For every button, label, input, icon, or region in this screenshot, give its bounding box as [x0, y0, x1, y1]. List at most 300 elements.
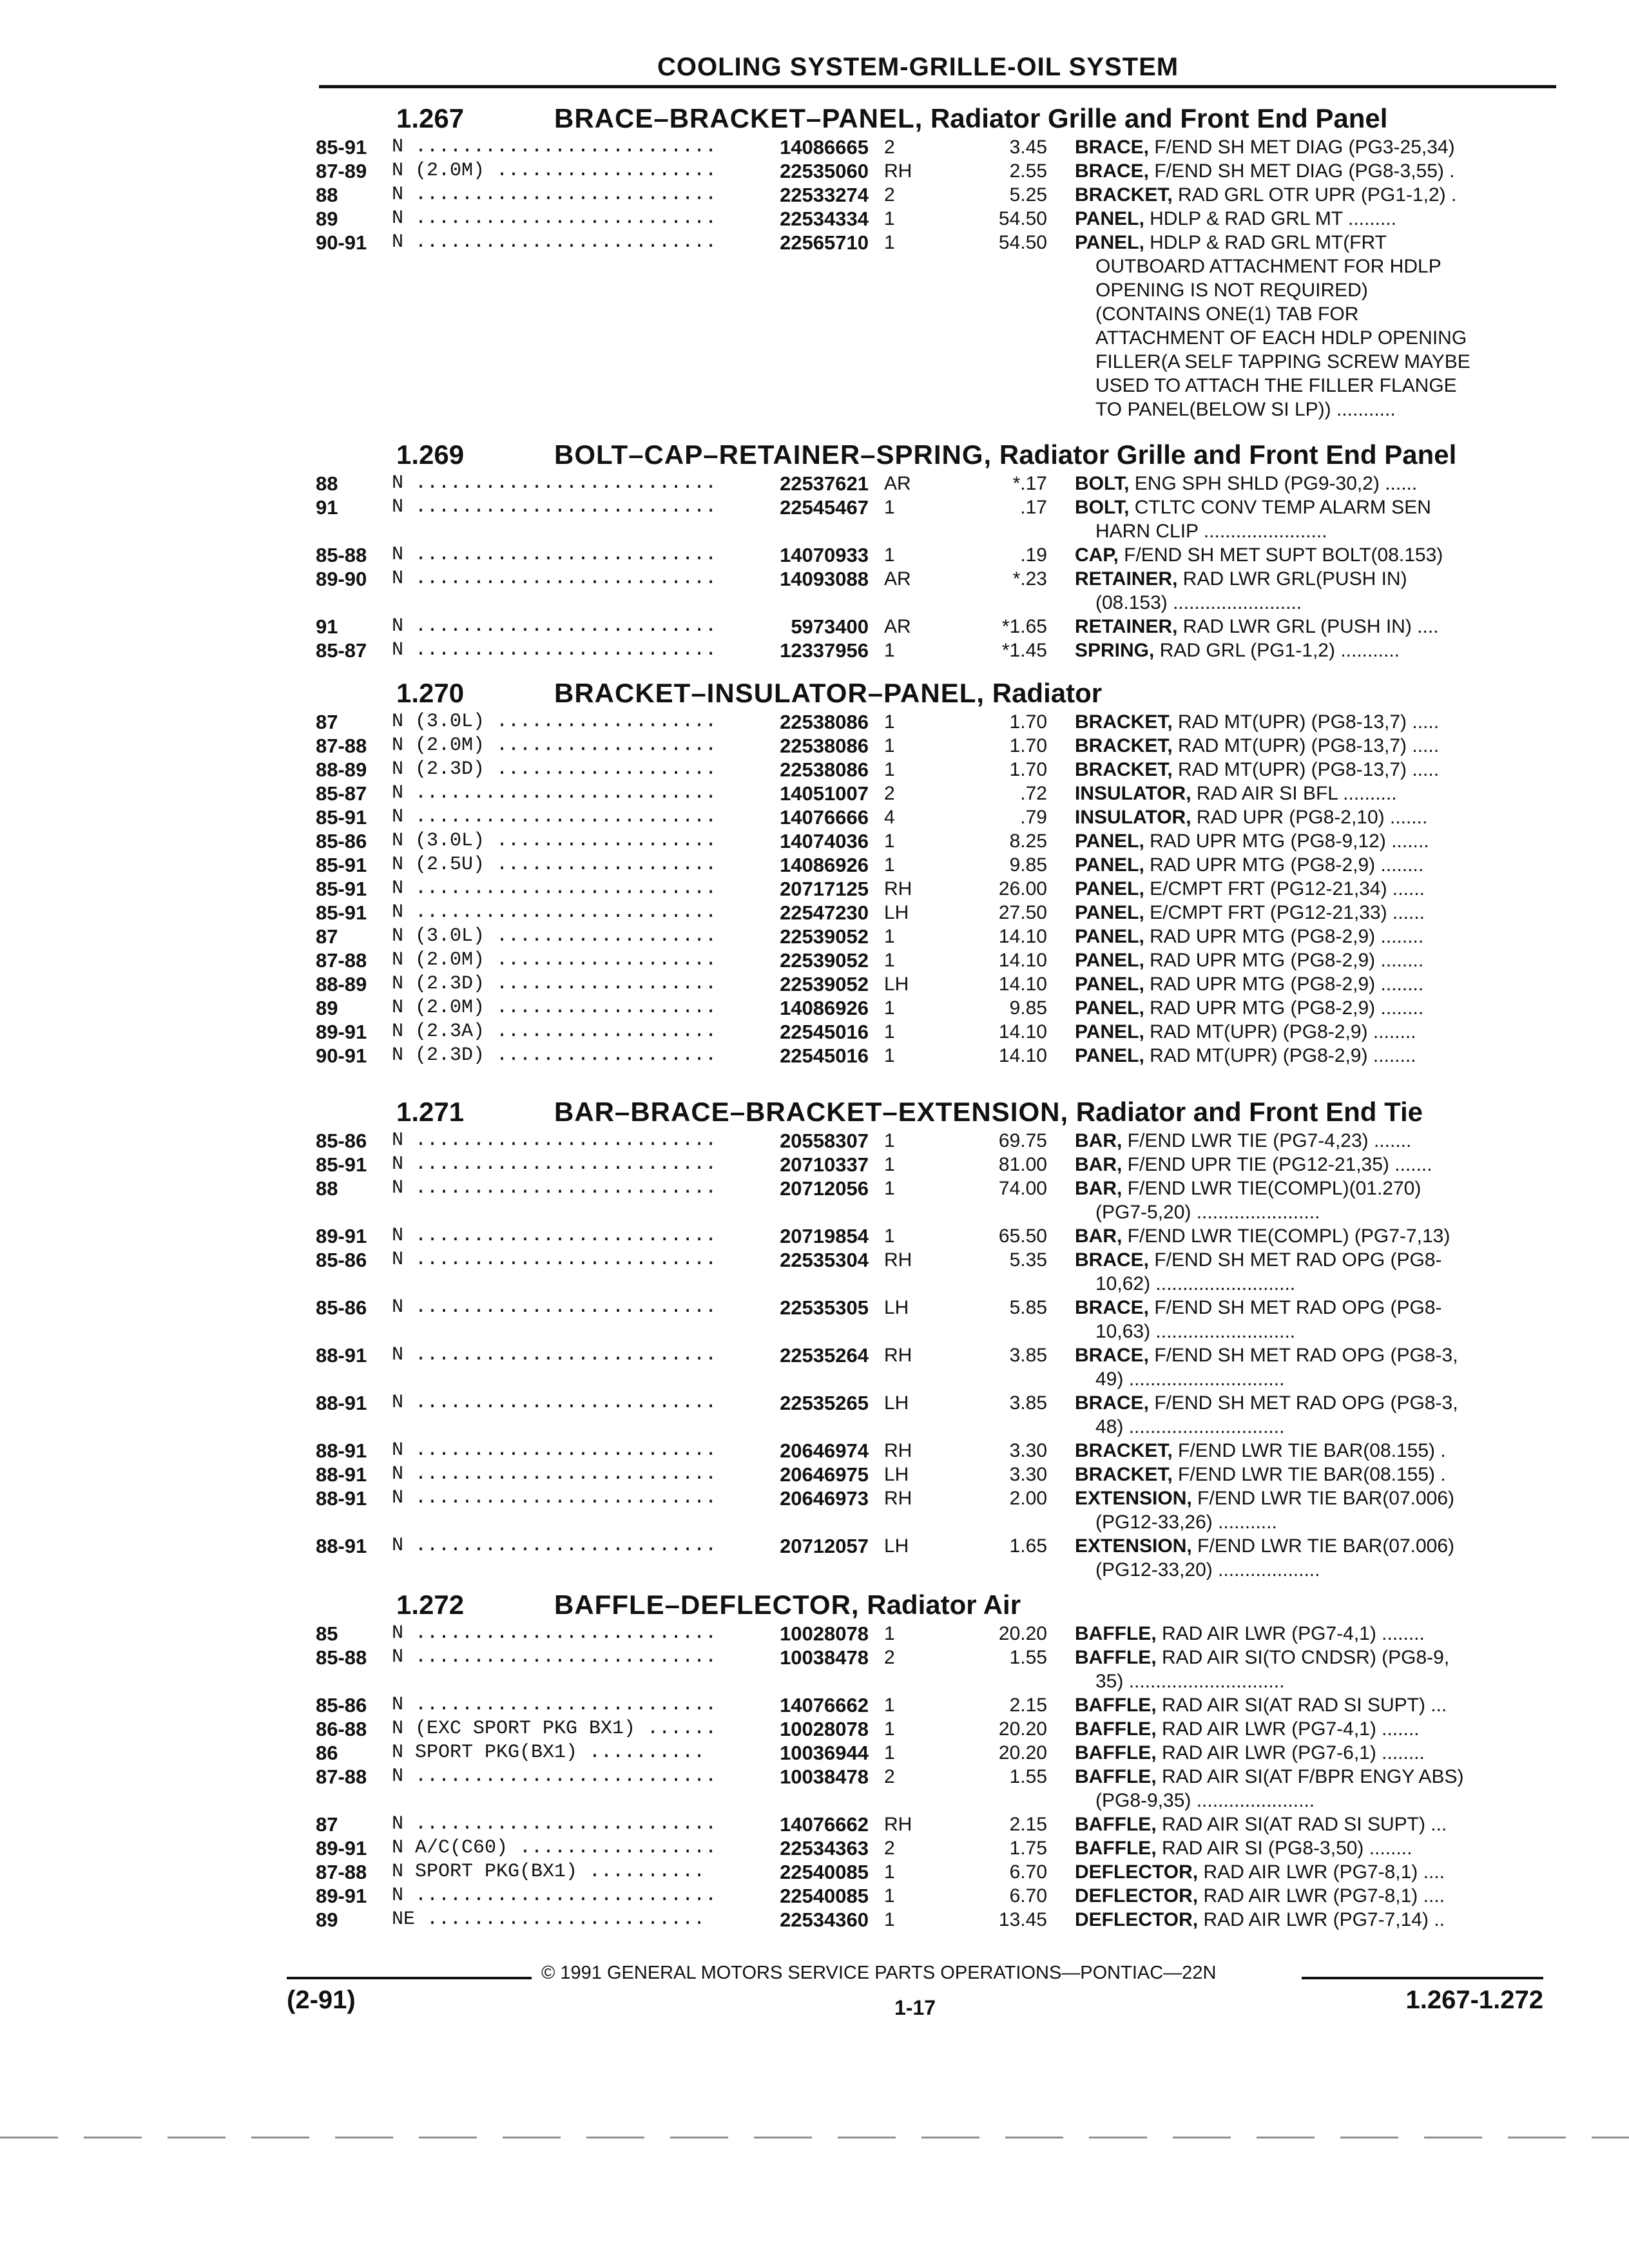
section-title-rest: Radiator Grille and Front End Panel — [992, 439, 1457, 470]
scan-artifact-line — [0, 2137, 1629, 2138]
description-text: F/END SH MET RAD OPG (PG8-3, — [1149, 1345, 1458, 1366]
price: .17 — [1020, 497, 1047, 518]
model-years: 88 — [316, 184, 338, 206]
quantity: 2 — [884, 184, 895, 206]
part-number: 20646975 — [780, 1463, 869, 1486]
part-number: 22538086 — [780, 711, 869, 733]
application: N (2.3A) ................... — [392, 1021, 717, 1043]
price: 8.25 — [1009, 831, 1047, 852]
description-noun: BAFFLE, — [1075, 1742, 1157, 1763]
application: N .......................... — [392, 136, 717, 158]
part-number: 22545016 — [780, 1021, 869, 1043]
quantity: 1 — [884, 1861, 895, 1883]
continuation-text: TO PANEL(BELOW SI LP)) ........... — [1095, 399, 1396, 420]
part-number: 14076662 — [780, 1694, 869, 1716]
description — [1075, 829, 1552, 853]
quantity: 2 — [884, 1838, 895, 1859]
model-years: 89-91 — [316, 1225, 367, 1247]
description-noun: PANEL, — [1075, 232, 1144, 253]
description-noun: PANEL, — [1075, 831, 1144, 852]
quantity: LH — [884, 1535, 909, 1557]
price: 5.85 — [1009, 1297, 1047, 1318]
quantity: RH — [884, 1345, 912, 1366]
application: N .......................... — [392, 1535, 717, 1557]
description-text: HDLP & RAD GRL MT ......... — [1144, 208, 1396, 229]
application: N .......................... — [392, 1646, 717, 1668]
model-years: 85 — [316, 1622, 338, 1645]
description-noun: RETAINER, — [1075, 616, 1178, 637]
description — [1075, 639, 1552, 662]
section-title-caps: BAFFLE–DEFLECTOR, — [554, 1590, 860, 1620]
part-row — [0, 1044, 1629, 1068]
model-years: 85-88 — [316, 1646, 367, 1669]
description-continuation — [0, 591, 1629, 615]
application: N .......................... — [392, 1296, 717, 1318]
section-number: 1.272 — [396, 1590, 465, 1620]
quantity: 1 — [884, 1021, 895, 1043]
quantity: RH — [884, 878, 912, 899]
application: N .......................... — [392, 544, 717, 566]
part-row — [0, 901, 1629, 925]
description-continuation — [0, 398, 1629, 421]
part-number: 22535264 — [780, 1344, 869, 1367]
parts-section — [0, 670, 1629, 1068]
description-noun: BRACKET, — [1075, 184, 1173, 206]
model-years: 85-86 — [316, 830, 367, 852]
part-number: 20712056 — [780, 1177, 869, 1200]
description-continuation — [0, 374, 1629, 398]
description-continuation — [0, 278, 1629, 302]
model-years: 85-86 — [316, 1129, 367, 1152]
description-text: RAD GRL (PG1-1,2) ........... — [1154, 640, 1400, 661]
description-noun: BAFFLE, — [1075, 1647, 1157, 1668]
description-text: F/END SH MET DIAG (PG3-25,34) — [1149, 137, 1455, 158]
part-row — [0, 1812, 1629, 1836]
section-title-rest: Radiator and Front End Tie — [1068, 1097, 1423, 1127]
part-row — [0, 135, 1629, 159]
continuation-text: 10,62) .......................... — [1095, 1273, 1296, 1294]
description-noun: BAR, — [1075, 1225, 1123, 1247]
description-text: RAD AIR SI(AT RAD SI SUPT) ... — [1156, 1695, 1447, 1716]
quantity: 1 — [884, 854, 895, 876]
part-row — [0, 1153, 1629, 1177]
part-row — [0, 925, 1629, 948]
price: 26.00 — [998, 878, 1047, 899]
description — [1075, 901, 1552, 925]
description-noun: PANEL, — [1075, 208, 1144, 229]
application: N (2.0M) ................... — [392, 735, 717, 756]
part-row — [0, 543, 1629, 567]
description-text: RAD LWR GRL (PUSH IN) .... — [1177, 616, 1439, 637]
part-number: 20646973 — [780, 1487, 869, 1510]
footer-page-number: 1-17 — [894, 1996, 936, 2019]
description-noun: BAFFLE, — [1075, 1623, 1157, 1644]
model-years: 85-87 — [316, 782, 367, 805]
parts-section — [0, 1089, 1629, 1582]
model-years: 88-91 — [316, 1392, 367, 1414]
parts-section — [0, 432, 1629, 662]
description — [1075, 710, 1552, 734]
description-noun: BAR, — [1075, 1130, 1123, 1151]
application: NE ........................ — [392, 1908, 706, 1930]
part-number: 14086926 — [780, 854, 869, 876]
price: 9.85 — [1009, 997, 1047, 1019]
application: N (2.0M) ................... — [392, 949, 717, 971]
section-heading — [0, 95, 1629, 135]
part-number: 14074036 — [780, 830, 869, 852]
description — [1075, 1439, 1552, 1463]
description-noun: RETAINER, — [1075, 568, 1178, 590]
quantity: 2 — [884, 783, 895, 804]
application: N .......................... — [392, 231, 717, 253]
description-continuation — [0, 1367, 1629, 1391]
description-text: RAD UPR MTG (PG8-2,9) ........ — [1144, 926, 1424, 947]
model-years: 87-88 — [316, 949, 367, 972]
description — [1075, 1812, 1552, 1836]
description-text: RAD MT(UPR) (PG8-2,9) ........ — [1144, 1021, 1416, 1043]
application: N .......................... — [392, 1813, 717, 1835]
part-row — [0, 1860, 1629, 1884]
application: N .......................... — [392, 1344, 717, 1366]
model-years: 85-86 — [316, 1694, 367, 1716]
continuation-text: 35) ............................. — [1095, 1671, 1285, 1692]
description-text: F/END UPR TIE (PG12-21,35) ....... — [1122, 1154, 1432, 1175]
parts-section — [0, 95, 1629, 421]
description-noun: INSULATOR, — [1075, 807, 1191, 828]
application: N .......................... — [392, 1694, 717, 1716]
application: N (3.0L) ................... — [392, 925, 717, 947]
continuation-text: 10,63) .......................... — [1095, 1321, 1296, 1342]
part-row — [0, 495, 1629, 519]
quantity: 1 — [884, 831, 895, 852]
application: N (2.3D) ................... — [392, 1044, 717, 1066]
price: 2.15 — [1009, 1814, 1047, 1835]
application: N .......................... — [392, 1249, 717, 1271]
application: N .......................... — [392, 639, 717, 661]
continuation-text: (PG7-5,20) ....................... — [1095, 1202, 1320, 1223]
price: 6.70 — [1009, 1885, 1047, 1907]
part-row — [0, 1693, 1629, 1717]
model-years: 89-91 — [316, 1837, 367, 1860]
part-row — [0, 1622, 1629, 1646]
section-heading — [0, 670, 1629, 710]
description-noun: PANEL, — [1075, 1021, 1144, 1043]
application: N .......................... — [392, 1392, 717, 1414]
part-row — [0, 710, 1629, 734]
part-row — [0, 1534, 1629, 1558]
continuation-text: OPENING IS NOT REQUIRED) — [1095, 280, 1368, 301]
part-number: 22547230 — [780, 901, 869, 924]
part-row — [0, 877, 1629, 901]
description — [1075, 135, 1552, 159]
description-text: RAD AIR SI(TO CNDSR) (PG8-9, — [1156, 1647, 1450, 1668]
description-text: RAD UPR (PG8-2,10) ....... — [1191, 807, 1428, 828]
application: N .......................... — [392, 1765, 717, 1787]
model-years: 91 — [316, 496, 338, 519]
price: 2.55 — [1009, 160, 1047, 182]
quantity: LH — [884, 902, 909, 923]
part-number: 22539052 — [780, 925, 869, 948]
model-years: 88-89 — [316, 758, 367, 781]
section-title-caps: BRACE–BRACKET–PANEL, — [554, 103, 923, 133]
model-years: 89-91 — [316, 1021, 367, 1043]
part-number: 10038478 — [780, 1765, 869, 1788]
application: N .......................... — [392, 184, 717, 206]
description-text: F/END SH MET RAD OPG (PG8-3, — [1149, 1392, 1458, 1414]
continuation-text: 49) ............................. — [1095, 1369, 1285, 1390]
quantity: RH — [884, 1440, 912, 1461]
description — [1075, 805, 1552, 829]
quantity: 1 — [884, 1130, 895, 1151]
price: 2.15 — [1009, 1695, 1047, 1716]
application: N .......................... — [392, 1487, 717, 1509]
part-row — [0, 1463, 1629, 1486]
model-years: 86-88 — [316, 1718, 367, 1740]
description — [1075, 207, 1552, 231]
quantity: 1 — [884, 1885, 895, 1907]
description — [1075, 1020, 1552, 1044]
part-row — [0, 1177, 1629, 1200]
price: .19 — [1020, 544, 1047, 566]
model-years: 85-91 — [316, 854, 367, 876]
part-row — [0, 1129, 1629, 1153]
model-years: 85-87 — [316, 639, 367, 662]
description-text: F/END LWR TIE(COMPL) (PG7-7,13) — [1122, 1225, 1451, 1247]
price: 14.10 — [998, 974, 1047, 995]
application: N (2.0M) ................... — [392, 160, 717, 182]
description-text: F/END LWR TIE (PG7-4,23) ....... — [1122, 1130, 1412, 1151]
price: 2.00 — [1009, 1488, 1047, 1509]
part-row — [0, 734, 1629, 758]
price: 3.30 — [1009, 1464, 1047, 1485]
continuation-text: (PG12-33,20) ................... — [1095, 1559, 1320, 1581]
description — [1075, 1622, 1552, 1646]
description-text: F/END LWR TIE BAR(08.155) . — [1172, 1440, 1446, 1461]
application: N .......................... — [392, 901, 717, 923]
price: 3.30 — [1009, 1440, 1047, 1461]
part-number: 10028078 — [780, 1622, 869, 1645]
part-number: 14086926 — [780, 997, 869, 1019]
part-row — [0, 972, 1629, 996]
footer-date-code: (2-91) — [287, 1986, 356, 2014]
quantity: 1 — [884, 926, 895, 947]
price: 1.70 — [1009, 711, 1047, 733]
quantity: 1 — [884, 1909, 895, 1930]
description-continuation — [0, 350, 1629, 374]
part-number: 20710337 — [780, 1153, 869, 1176]
description — [1075, 1836, 1552, 1860]
continuation-text: OUTBOARD ATTACHMENT FOR HDLP — [1095, 256, 1441, 277]
description — [1075, 1177, 1552, 1200]
application: N (EXC SPORT PKG BX1) ...... — [392, 1718, 717, 1740]
model-years: 85-91 — [316, 1153, 367, 1176]
part-number: 22540085 — [780, 1885, 869, 1907]
application: N .......................... — [392, 615, 717, 637]
description-continuation — [0, 302, 1629, 326]
description-noun: PANEL, — [1075, 878, 1144, 899]
quantity: 1 — [884, 950, 895, 971]
part-number: 22535305 — [780, 1296, 869, 1319]
model-years: 88 — [316, 472, 338, 495]
application: N .......................... — [392, 1885, 717, 1907]
description-continuation — [0, 1272, 1629, 1296]
part-number: 22535304 — [780, 1249, 869, 1271]
description-text: F/END SH MET SUPT BOLT(08.153) — [1118, 544, 1443, 566]
description-text: RAD AIR SI BFL .......... — [1191, 783, 1397, 804]
quantity: AR — [884, 473, 911, 494]
model-years: 87 — [316, 1813, 338, 1836]
description — [1075, 948, 1552, 972]
description-continuation — [0, 1558, 1629, 1582]
price: 1.55 — [1009, 1647, 1047, 1668]
description — [1075, 1717, 1552, 1741]
application: N .......................... — [392, 1225, 717, 1247]
description — [1075, 925, 1552, 948]
model-years: 87-88 — [316, 1765, 367, 1788]
section-heading — [0, 1089, 1629, 1129]
model-years: 88-91 — [316, 1439, 367, 1462]
quantity: LH — [884, 1297, 909, 1318]
application: N .......................... — [392, 1177, 717, 1199]
description — [1075, 1391, 1552, 1415]
part-row — [0, 1486, 1629, 1510]
application: N SPORT PKG(BX1) .......... — [392, 1861, 706, 1883]
application: N (2.3D) ................... — [392, 973, 717, 995]
description — [1075, 615, 1552, 639]
quantity: 1 — [884, 1742, 895, 1763]
description-continuation — [0, 519, 1629, 543]
part-row — [0, 1020, 1629, 1044]
section-title-rest: Radiator Grille and Front End Panel — [923, 103, 1388, 133]
price: 81.00 — [998, 1154, 1047, 1175]
continuation-text: HARN CLIP ....................... — [1095, 521, 1327, 542]
part-number: 22539052 — [780, 949, 869, 972]
application: N .......................... — [392, 568, 717, 590]
model-years: 87-89 — [316, 160, 367, 182]
model-years: 88 — [316, 1177, 338, 1200]
description — [1075, 782, 1552, 805]
description — [1075, 1884, 1552, 1908]
description-text: F/END LWR TIE BAR(08.155) . — [1172, 1464, 1446, 1485]
part-number: 22565710 — [780, 231, 869, 254]
price: 1.75 — [1009, 1838, 1047, 1859]
description-text: RAD UPR MTG (PG8-2,9) ........ — [1144, 974, 1424, 995]
description — [1075, 495, 1552, 519]
description-continuation — [0, 1320, 1629, 1343]
part-number: 22533274 — [780, 184, 869, 206]
description-noun: BRACE, — [1075, 160, 1150, 182]
description-text: RAD AIR SI(AT RAD SI SUPT) ... — [1156, 1814, 1447, 1835]
application: N (3.0L) ................... — [392, 711, 717, 733]
description-noun: SPRING, — [1075, 640, 1155, 661]
model-years: 90-91 — [316, 1044, 367, 1067]
part-row — [0, 829, 1629, 853]
description-noun: DEFLECTOR, — [1075, 1885, 1199, 1907]
part-row — [0, 996, 1629, 1020]
section-title-rest: Radiator Air — [859, 1590, 1021, 1620]
quantity: AR — [884, 616, 911, 637]
description-text: RAD AIR LWR (PG7-7,14) .. — [1198, 1909, 1445, 1930]
quantity: 1 — [884, 208, 895, 229]
model-years: 85-86 — [316, 1249, 367, 1271]
description-noun: EXTENSION, — [1075, 1535, 1192, 1557]
description-noun: BAR, — [1075, 1178, 1123, 1199]
section-number: 1.270 — [396, 678, 465, 708]
description — [1075, 1693, 1552, 1717]
part-number: 10028078 — [780, 1718, 869, 1740]
part-number: 22535265 — [780, 1392, 869, 1414]
section-title — [554, 439, 1456, 470]
quantity: RH — [884, 160, 912, 182]
description — [1075, 1224, 1552, 1248]
part-row — [0, 1765, 1629, 1789]
description-noun: BRACE, — [1075, 1249, 1150, 1271]
footer-rule-left — [287, 1977, 532, 1979]
section-title-caps: BOLT–CAP–RETAINER–SPRING, — [554, 439, 992, 470]
part-row — [0, 159, 1629, 183]
continuation-text: USED TO ATTACH THE FILLER FLANGE — [1095, 375, 1457, 396]
part-number: 14076666 — [780, 806, 869, 829]
description-noun: BAFFLE, — [1075, 1695, 1157, 1716]
part-number: 22534360 — [780, 1908, 869, 1931]
quantity: 1 — [884, 1623, 895, 1644]
application: N .......................... — [392, 472, 717, 494]
application: N .......................... — [392, 782, 717, 804]
model-years: 87 — [316, 925, 338, 948]
part-number: 20712057 — [780, 1535, 869, 1557]
description — [1075, 1463, 1552, 1486]
section-title — [554, 1590, 1021, 1620]
description-noun: BAFFLE, — [1075, 1838, 1157, 1859]
description-text: RAD MT(UPR) (PG8-13,7) ..... — [1172, 711, 1440, 733]
continuation-text: (PG12-33,26) ........... — [1095, 1512, 1277, 1533]
continuation-text: 48) ............................. — [1095, 1416, 1285, 1437]
description-continuation — [0, 255, 1629, 278]
description-noun: BRACE, — [1075, 1345, 1150, 1366]
description-text: F/END LWR TIE BAR(07.006) — [1191, 1535, 1455, 1557]
quantity: 1 — [884, 1225, 895, 1247]
application: N SPORT PKG(BX1) .......... — [392, 1742, 706, 1763]
description — [1075, 1343, 1552, 1367]
part-row — [0, 567, 1629, 591]
section-number: 1.271 — [396, 1097, 465, 1127]
model-years: 87 — [316, 711, 338, 733]
part-row — [0, 639, 1629, 662]
part-number: 10036944 — [780, 1742, 869, 1764]
model-years: 86 — [316, 1742, 338, 1764]
description-continuation — [0, 1415, 1629, 1439]
model-years: 88-91 — [316, 1487, 367, 1510]
part-number: 14076662 — [780, 1813, 869, 1836]
part-row — [0, 1908, 1629, 1932]
part-row — [0, 183, 1629, 207]
description-text: RAD GRL OTR UPR (PG1-1,2) . — [1172, 184, 1457, 206]
part-row — [0, 207, 1629, 231]
part-number: 20719854 — [780, 1225, 869, 1247]
quantity: LH — [884, 1392, 909, 1414]
model-years: 88-89 — [316, 973, 367, 995]
price: 14.10 — [998, 950, 1047, 971]
description-text: RAD UPR MTG (PG8-2,9) ........ — [1144, 950, 1424, 971]
part-number: 22537621 — [780, 472, 869, 495]
application: N A/C(C60) ................. — [392, 1837, 717, 1859]
application: N .......................... — [392, 1153, 717, 1175]
quantity: 1 — [884, 1718, 895, 1740]
description-continuation — [0, 1669, 1629, 1693]
description-noun: BRACKET, — [1075, 759, 1173, 780]
quantity: 1 — [884, 232, 895, 253]
continuation-text: (CONTAINS ONE(1) TAB FOR — [1095, 303, 1359, 325]
